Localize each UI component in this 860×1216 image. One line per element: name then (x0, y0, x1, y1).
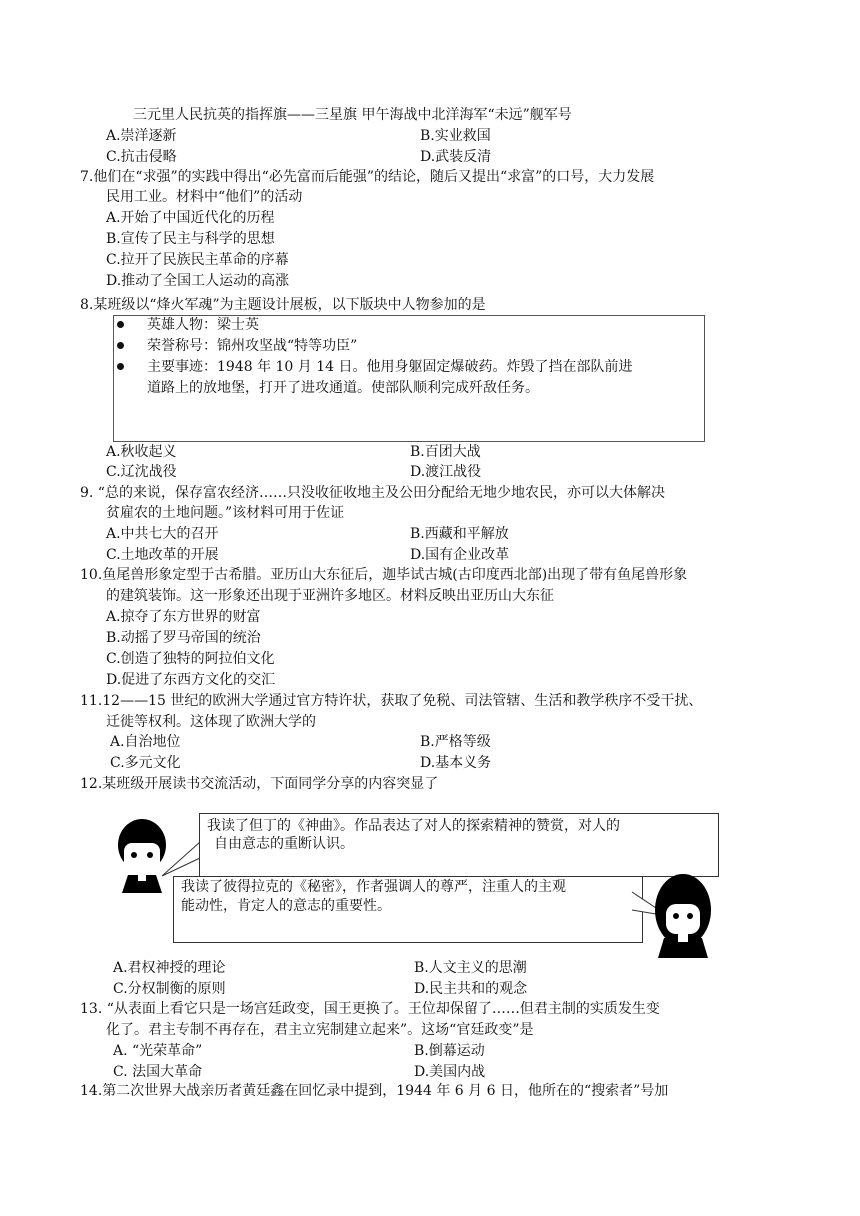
q11-option-a: A.自治地位 (110, 734, 181, 750)
q10-option-d: D.促进了东西方文化的交汇 (106, 672, 276, 688)
q9-stem-line1: 9. “总的来说，保存富农经济……只没收征收地主及公田分配给无地少地农民，亦可以大体解决 (80, 485, 665, 501)
bubble-dante-line2: 自由意志的重断认识。 (214, 836, 354, 852)
bubble-dante-line1: 我读了但丁的《神曲》。作品表达了对人的探索精神的赞赏，对人的 (207, 818, 620, 834)
q6-option-c: C.抗击侵略 (106, 149, 177, 165)
q11-option-b: B.严格等级 (420, 734, 491, 750)
q8-option-c: C.辽沈战役 (106, 464, 177, 480)
q8-bullet-icon (117, 363, 124, 370)
q10-option-b: B.动摇了罗马帝国的统治 (106, 630, 261, 646)
q10-stem-line2: 的建筑装饰。这一形象还出现于亚洲许多地区。材料反映出亚历山大东征 (106, 588, 554, 604)
girl-avatar-icon (650, 870, 716, 960)
q10-stem-line1: 10.鱼尾兽形象定型于古希腊。亚历山大东征后，迦毕试古城(古印度西北部)出现了带有鱼尾兽形象 (80, 567, 688, 583)
q8-bullet-hero: 英雄人物：梁士英 (147, 317, 259, 333)
q7-option-c: C.拉开了民族民主革命的序幕 (106, 252, 289, 268)
q7-stem-line2: 民用工业。材料中“他们”的活动 (106, 189, 303, 205)
q6-option-d: D.武装反清 (420, 149, 492, 165)
q12-option-b: B.人文主义的思潮 (414, 960, 527, 976)
q8-option-d: D.渡江战役 (410, 464, 482, 480)
q13-option-c: C. 法国大革命 (113, 1064, 203, 1080)
q7-option-b: B.宣传了民主与科学的思想 (106, 231, 275, 247)
q6-option-b: B.实业救国 (420, 128, 491, 144)
q8-option-b: B.百团大战 (410, 444, 481, 460)
q9-option-a: A.中共七大的召开 (106, 526, 219, 542)
q14-stem-line1: 14.第二次世界大战亲历者黄廷鑫在回忆录中提到，1944 年 6 月 6 日，他所在的“搜索者”号加 (80, 1083, 669, 1099)
q13-option-d: D.美国内战 (414, 1064, 486, 1080)
q8-bullet-icon (117, 321, 124, 328)
q6-option-a: A.崇洋逐新 (106, 128, 177, 144)
q6-image-caption: 三元里人民抗英的指挥旗——三星旗 甲午海战中北洋海军“未远”舰军号 (133, 107, 572, 123)
q9-stem-line2: 贫雇农的土地问题。”该材料可用于佐证 (106, 505, 345, 521)
q9-option-c: C.土地改革的开展 (106, 547, 219, 563)
q13-stem-line1: 13. “从表面上看它只是一场宫廷政变，国王更换了。王位却保留了……但君主制的实质发生变 (80, 1001, 660, 1017)
q12-option-a: A.君权神授的理论 (113, 960, 226, 976)
q7-option-a: A.开始了中国近代化的历程 (106, 210, 275, 226)
q8-bullet-deeds-line2: 道路上的放地堡，打开了进攻通道。使部队顺利完成歼敌任务。 (147, 380, 539, 396)
q9-option-b: B.西藏和平解放 (410, 526, 509, 542)
q8-stem: 8.某班级以“烽火军魂”为主题设计展板，以下版块中人物参加的是 (80, 297, 486, 313)
q13-option-b: B.倒幕运动 (414, 1043, 485, 1059)
q10-option-c: C.创造了独特的阿拉伯文化 (106, 651, 275, 667)
bubble-petrarch-line2: 能动性，肯定人的意志的重要性。 (181, 898, 391, 914)
q13-option-a: A. “光荣革命” (113, 1043, 203, 1059)
q8-option-a: A.秋收起义 (106, 444, 177, 460)
q11-option-d: D.基本义务 (420, 755, 492, 771)
bubble-petrarch-line1: 我读了彼得拉克的《秘密》，作者强调人的尊严，注重人的主观 (181, 879, 566, 895)
q12-option-d: D.民主共和的观念 (414, 981, 528, 997)
q8-bullet-honor: 荣誉称号：锦州攻坚战“特等功臣” (147, 338, 358, 354)
q8-bullet-deeds-line1: 主要事迹：1948 年 10 月 14 日。他用身躯固定爆破药。炸毁了挡在部队前进 (147, 359, 633, 375)
q11-stem-line1: 11.12——15 世纪的欧洲大学通过官方特许状，获取了免税、司法管辖、生活和教学秩序不受干扰、 (80, 693, 703, 709)
q8-bullet-icon (117, 342, 124, 349)
q12-option-c: C.分权制衡的原则 (113, 981, 226, 997)
q11-stem-line2: 迁徙等权利。这体现了欧洲大学的 (106, 714, 316, 730)
q10-option-a: A.掠夺了东方世界的财富 (106, 609, 261, 625)
q13-stem-line2: 化了。君主专制不再存在，君主立宪制建立起来”。这场“官廷政变”是 (106, 1022, 534, 1038)
q7-stem-line1: 7.他们在“求强”的实践中得出“必先富而后能强”的结论，随后又提出“求富”的口号，大力发展 (80, 169, 655, 185)
q9-option-d: D.国有企业改革 (410, 547, 510, 563)
q11-option-c: C.多元文化 (110, 755, 181, 771)
q12-stem: 12.某班级开展读书交流活动，下面同学分享的内容突显了 (80, 776, 439, 792)
q7-option-d: D.推动了全国工人运动的高涨 (106, 273, 290, 289)
